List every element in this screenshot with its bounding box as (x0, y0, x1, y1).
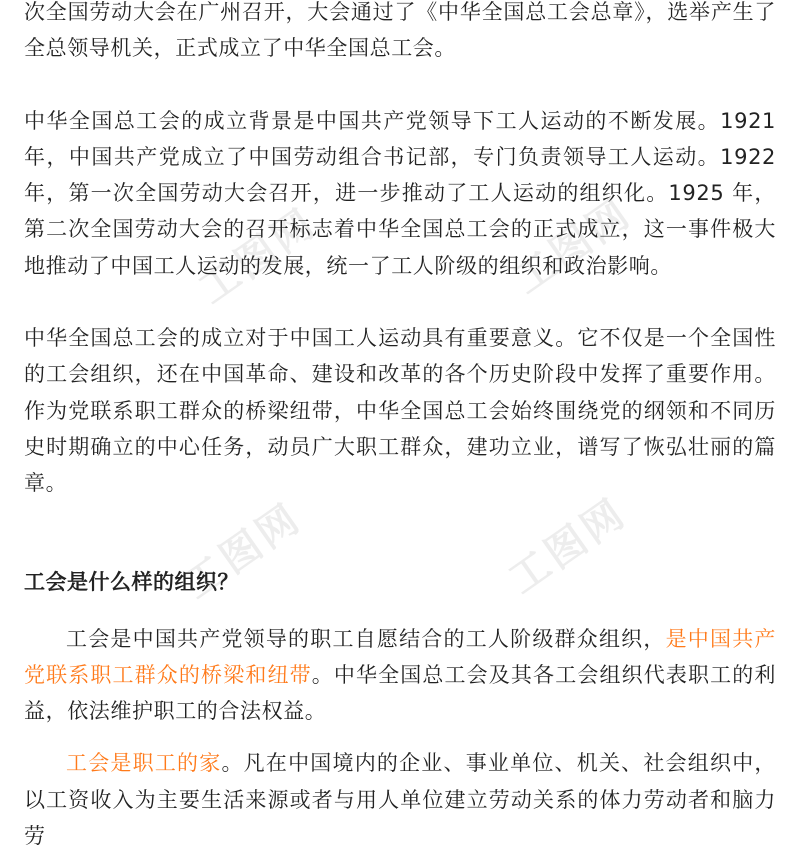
definition-highlight: 是中国共产党联系职工群众的桥梁和纽带 (24, 626, 777, 687)
home-text: 。凡在中国境内的企业、事业单位、机关、社会组织中，以工资收入为主要生活来源或者与用人单位建立劳动关系的体力劳动者和脑力劳 (24, 751, 777, 849)
watermark-text: 工图网 (500, 489, 636, 604)
section-heading: 工会是什么样的组织？ (24, 569, 239, 594)
article-body (24, 0, 776, 854)
paragraph-intro-end: 次全国劳动大会在广州召开，大会通过了《中华全国总工会总章》，选举产生了全总领导机关，正式成立了中华全国总工会。 (24, 0, 776, 61)
home-highlight: 工会是职工的家 (66, 751, 222, 776)
watermark-text: 工图网 (190, 199, 326, 314)
watermark-text: 工图网 (505, 189, 641, 304)
watermark-text: 工图网 (175, 494, 311, 609)
definition-text-continued: 。中华全国总工会及其各工会组织代表职工的利益，依法维护职工的合法权益。 (24, 662, 776, 724)
paragraph-background: 中华全国总工会的成立背景是中国共产党领导下工人运动的不断发展。1921 年，中国共产党成立了中国劳动组合书记部，专门负责领导工人运动。1922 年，第一次全国劳动大会召开，进一步推动了工人运动的组织化。1925 年，第二次全国劳动大会的召开标志着中华全国总工会的正式成立，这一事件极大地推动了中国工人运动的发展，统一了工人阶级的组织和政治影响。 (24, 108, 776, 278)
definition-text: 工会是中国共产党领导的职工自愿结合的工人阶级群众组织， (66, 626, 666, 651)
paragraph-definition (24, 621, 776, 730)
paragraph-significance: 中华全国总工会的成立对于中国工人运动具有重要意义。它不仅是一个全国性的工会组织，还在中国革命、建设和改革的各个历史阶段中发挥了重要作用。作为党联系职工群众的桥梁纽带，中华全国总工会始终围绕党的纲领和不同历史时期确立的中心任务，动员广大职工群众，建功立业，谱写了恢弘壮丽的篇章。 (24, 326, 776, 496)
